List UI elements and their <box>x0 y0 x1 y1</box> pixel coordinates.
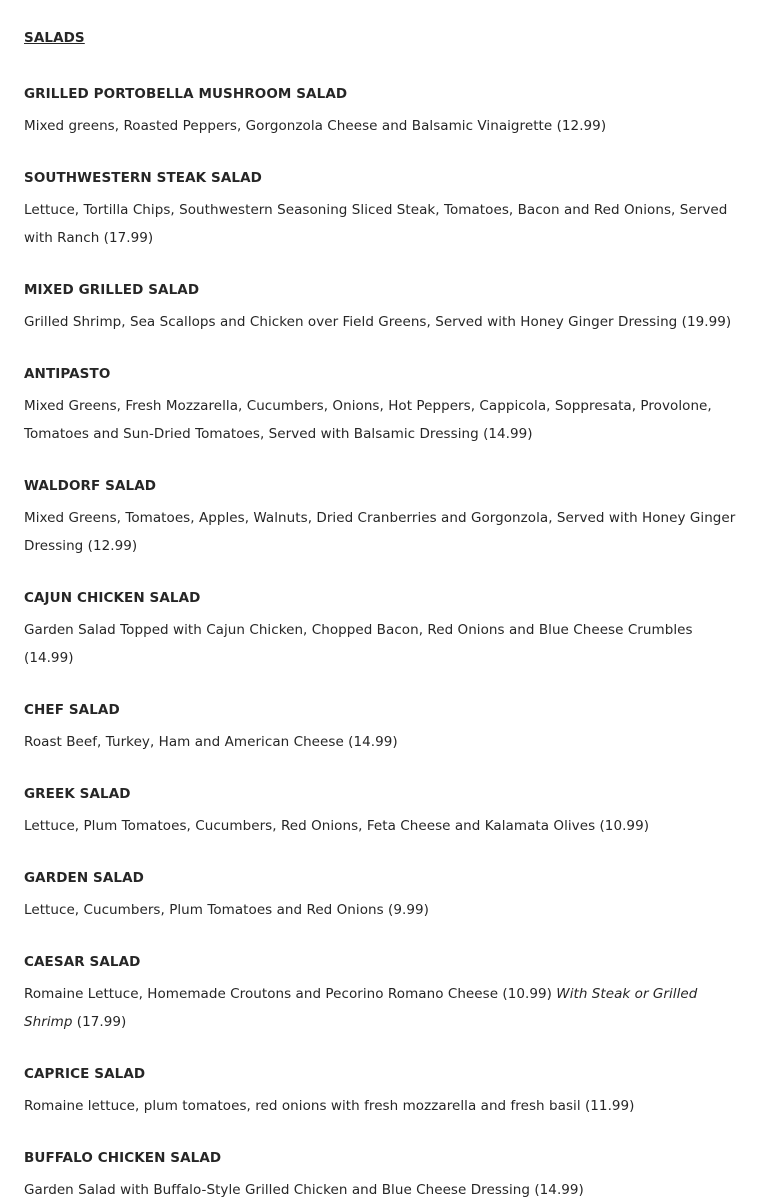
menu-item-southwestern-steak-salad <box>24 168 746 252</box>
item-description: Roast Beef, Turkey, Ham and American Cheese (14.99) <box>24 734 398 750</box>
item-name: GREEK SALAD <box>24 786 131 802</box>
item-description: Grilled Shrimp, Sea Scallops and Chicken over Field Greens, Served with Honey Ginger Dressing (19.99) <box>24 314 732 330</box>
menu-item-chef-salad <box>24 700 746 756</box>
menu-item-cajun-chicken-salad <box>24 588 746 672</box>
menu-item-garden-salad <box>24 868 746 924</box>
item-name: WALDORF SALAD <box>24 478 157 494</box>
item-description: Romaine lettuce, plum tomatoes, red onions with fresh mozzarella and fresh basil (11.99) <box>24 1098 635 1114</box>
item-description: Mixed Greens, Fresh Mozzarella, Cucumbers, Onions, Hot Peppers, Cappicola, Soppresata, Provolone, Tomatoes and Sun-Dried Tomatoes, Served with Balsamic Dressing (14.99) <box>24 398 712 442</box>
item-upgrade-price: (17.99) <box>76 1014 127 1030</box>
item-name: SOUTHWESTERN STEAK SALAD <box>24 170 262 186</box>
menu-item-grilled-portobella-mushroom-salad <box>24 84 746 140</box>
item-name: MIXED GRILLED SALAD <box>24 282 200 298</box>
item-description: Lettuce, Cucumbers, Plum Tomatoes and Red Onions (9.99) <box>24 902 429 918</box>
menu-item-greek-salad <box>24 784 746 840</box>
menu-item-mixed-grilled-salad <box>24 280 746 336</box>
menu-item-waldorf-salad <box>24 476 746 560</box>
menu-item-buffalo-chicken-salad <box>24 1148 746 1204</box>
item-name: GARDEN SALAD <box>24 870 144 886</box>
item-description: Lettuce, Tortilla Chips, Southwestern Seasoning Sliced Steak, Tomatoes, Bacon and Red Onions, Served with Ranch (17.99) <box>24 202 728 246</box>
section-title: SALADS <box>24 30 85 46</box>
item-description: Lettuce, Plum Tomatoes, Cucumbers, Red Onions, Feta Cheese and Kalamata Olives (10.99) <box>24 818 650 834</box>
item-upgrade-option: With Steak or Grilled Shrimp <box>24 986 698 1030</box>
item-description-text: Romaine Lettuce, Homemade Croutons and Pecorino Romano Cheese (10.99) <box>24 986 552 1002</box>
menu-item-caprice-salad <box>24 1064 746 1120</box>
item-name: ANTIPASTO <box>24 366 111 382</box>
menu-item-antipasto <box>24 364 746 448</box>
item-name: CHEF SALAD <box>24 702 120 718</box>
item-name: CAESAR SALAD <box>24 954 141 970</box>
item-description: Garden Salad Topped with Cajun Chicken, Chopped Bacon, Red Onions and Blue Cheese Crumbles (14.99) <box>24 622 693 666</box>
item-name: CAJUN CHICKEN SALAD <box>24 590 201 606</box>
item-description: Garden Salad with Buffalo-Style Grilled Chicken and Blue Cheese Dressing (14.99) <box>24 1182 584 1198</box>
item-name: BUFFALO CHICKEN SALAD <box>24 1150 222 1166</box>
item-description: Mixed Greens, Tomatoes, Apples, Walnuts, Dried Cranberries and Gorgonzola, Served with Honey Ginger Dressing (12.99) <box>24 510 736 554</box>
menu-item-caesar-salad <box>24 952 746 1036</box>
item-name: GRILLED PORTOBELLA MUSHROOM SALAD <box>24 86 348 102</box>
item-name: CAPRICE SALAD <box>24 1066 146 1082</box>
item-description: Mixed greens, Roasted Peppers, Gorgonzola Cheese and Balsamic Vinaigrette (12.99) <box>24 118 607 134</box>
item-description <box>24 980 746 1036</box>
